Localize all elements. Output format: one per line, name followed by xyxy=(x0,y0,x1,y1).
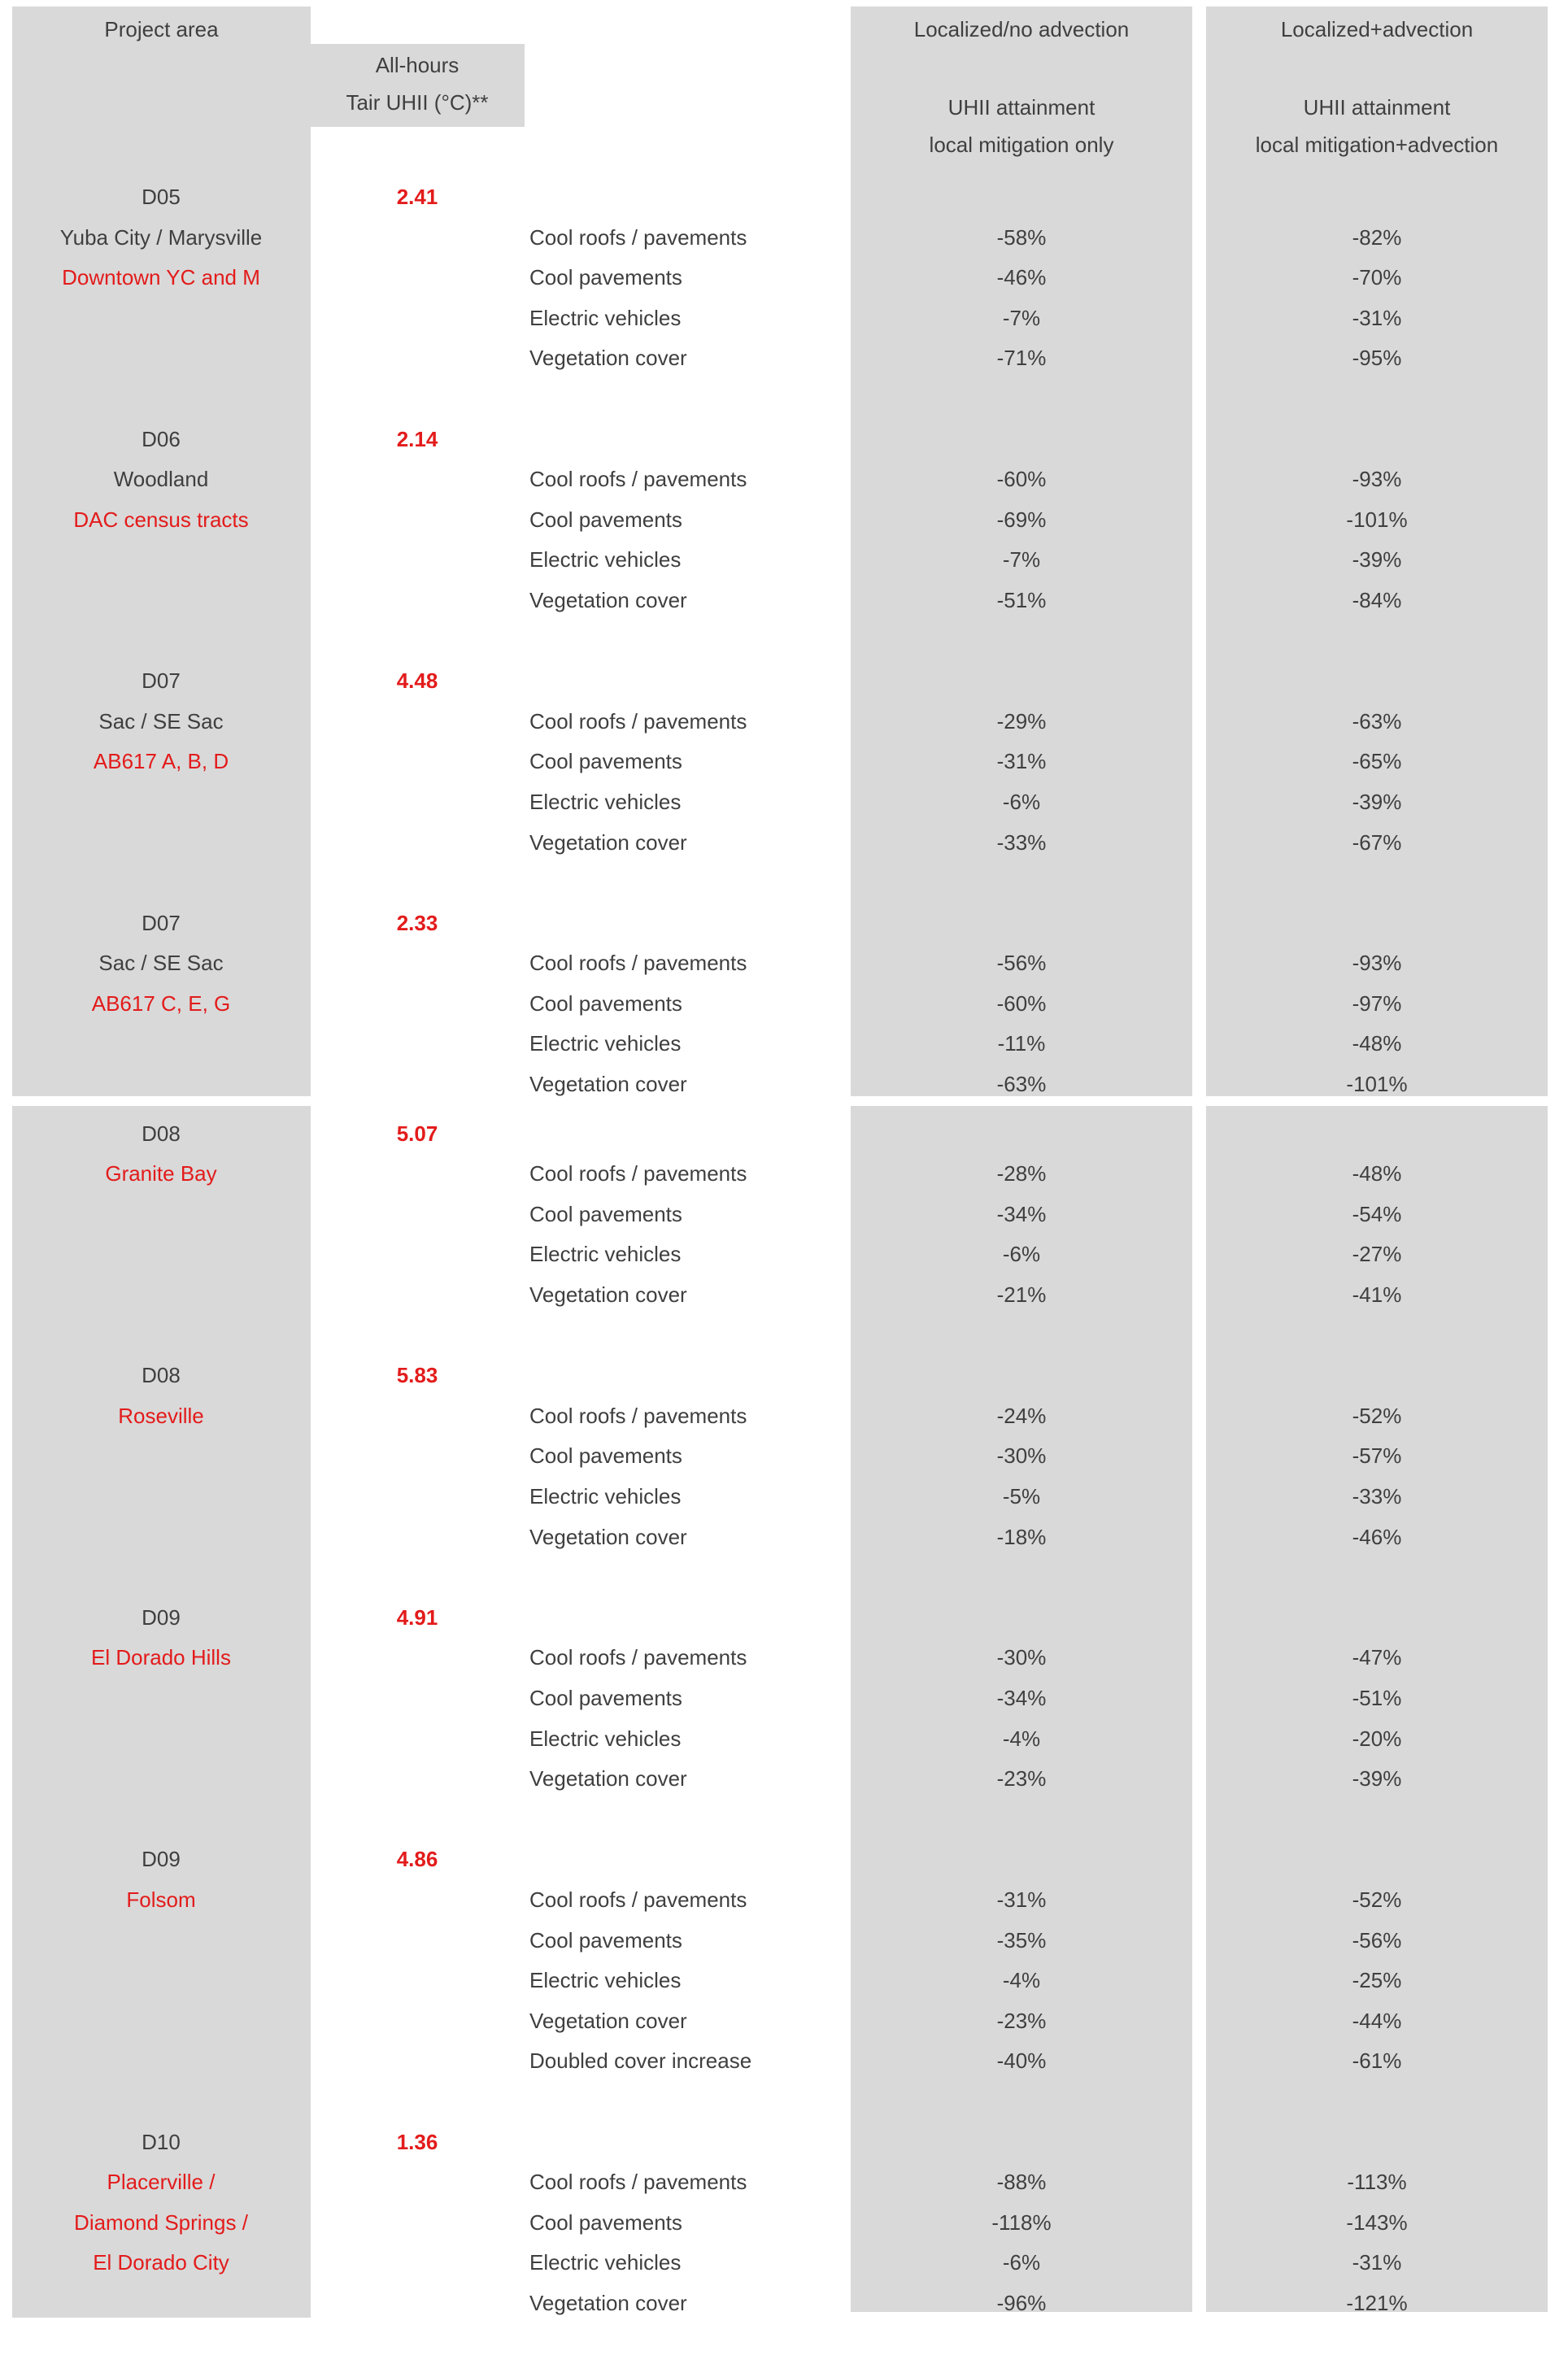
measure-label: Cool pavements xyxy=(529,1685,682,1710)
measure-row xyxy=(0,782,1568,823)
project-name-line: Diamond Springs / xyxy=(74,2209,248,2235)
project-name-line: Woodland xyxy=(113,467,209,492)
uhii-value: 4.91 xyxy=(396,1604,438,1630)
measure-row xyxy=(0,581,1568,621)
measure-row xyxy=(0,459,1568,500)
project-id: D08 xyxy=(142,1363,181,1388)
project-id: D08 xyxy=(142,1121,181,1146)
attainment-advection-value: -31% xyxy=(1352,305,1402,330)
measure-label: Cool pavements xyxy=(529,2209,682,2235)
measure-row xyxy=(0,1759,1568,1800)
uhii-value: 2.33 xyxy=(396,910,438,935)
measure-label: Cool pavements xyxy=(529,265,682,290)
project-group-d05-0 xyxy=(0,177,1568,379)
measure-row xyxy=(0,500,1568,541)
attainment-local-value: -21% xyxy=(996,1282,1047,1308)
project-name-line: El Dorado Hills xyxy=(91,1645,231,1670)
attainment-local-value: -88% xyxy=(996,2170,1047,2195)
measure-label: Cool roofs / pavements xyxy=(529,467,747,492)
attainment-local-value: -31% xyxy=(996,749,1047,774)
attainment-advection-value: -27% xyxy=(1352,1242,1402,1267)
attainment-local-value: -118% xyxy=(991,2209,1052,2235)
project-group-d09-6 xyxy=(0,1598,1568,1800)
measure-row xyxy=(0,1195,1568,1235)
attainment-local-value: -28% xyxy=(996,1161,1047,1186)
project-name-line: AB617 C, E, G xyxy=(91,990,231,1016)
attainment-local-value: -34% xyxy=(996,1201,1047,1226)
project-group-d07-2 xyxy=(0,661,1568,863)
attainment-local-value: -6% xyxy=(1002,1242,1041,1267)
attainment-advection-value: -101% xyxy=(1346,507,1408,532)
project-group-d07-3 xyxy=(0,903,1568,1105)
uhii-value: 4.48 xyxy=(396,668,438,694)
project-group-d10-8 xyxy=(0,2122,1568,2324)
measure-row xyxy=(0,2162,1568,2203)
attainment-advection-value: -51% xyxy=(1352,1685,1402,1710)
attainment-advection-value: -47% xyxy=(1352,1645,1402,1670)
project-name-line: Sac / SE Sac xyxy=(98,708,224,734)
attainment-advection-value: -31% xyxy=(1352,2250,1402,2275)
measure-row xyxy=(0,1024,1568,1064)
attainment-local-value: -60% xyxy=(996,467,1047,492)
attainment-advection-value: -67% xyxy=(1352,829,1402,855)
group-id-row xyxy=(0,1114,1568,1155)
measure-row xyxy=(0,1154,1568,1195)
measure-label: Cool pavements xyxy=(529,749,682,774)
project-group-d08-4 xyxy=(0,1114,1568,1316)
measure-label: Electric vehicles xyxy=(529,1484,682,1509)
measure-row xyxy=(0,702,1568,742)
measure-row xyxy=(0,2283,1568,2324)
measure-label: Electric vehicles xyxy=(529,305,682,330)
attainment-advection-value: -113% xyxy=(1347,2170,1407,2195)
attainment-local-value: -24% xyxy=(996,1403,1047,1428)
header-tair-uhii: Tair UHII (°C)** xyxy=(346,90,489,115)
attainment-local-value: -71% xyxy=(996,346,1047,371)
attainment-advection-value: -52% xyxy=(1352,1887,1402,1912)
header-uhii-attainment-local: UHII attainment xyxy=(947,95,1095,120)
attainment-local-value: -18% xyxy=(996,1524,1047,1549)
attainment-advection-value: -143% xyxy=(1346,2209,1408,2235)
measure-row xyxy=(0,2041,1568,2082)
measure-row xyxy=(0,1921,1568,1961)
project-name-line: Granite Bay xyxy=(105,1161,217,1186)
measure-label: Electric vehicles xyxy=(529,1031,682,1056)
header-localized-no-advection: Localized/no advection xyxy=(913,17,1130,41)
header-all-hours: All-hours xyxy=(375,53,460,77)
measure-row xyxy=(0,984,1568,1025)
measure-row xyxy=(0,742,1568,782)
measure-row xyxy=(0,1880,1568,1921)
measure-row xyxy=(0,1275,1568,1316)
measure-label: Electric vehicles xyxy=(529,2250,682,2275)
measure-label: Vegetation cover xyxy=(529,587,687,612)
measure-label: Electric vehicles xyxy=(529,1726,682,1751)
attainment-local-value: -58% xyxy=(996,224,1047,250)
attainment-local-value: -29% xyxy=(996,708,1047,734)
attainment-local-value: -69% xyxy=(996,507,1047,532)
attainment-local-value: -56% xyxy=(996,951,1047,976)
project-name-line: El Dorado City xyxy=(93,2250,229,2275)
measure-label: Electric vehicles xyxy=(529,1242,682,1267)
measure-label: Cool roofs / pavements xyxy=(529,708,747,734)
measure-row xyxy=(0,1638,1568,1678)
measure-row xyxy=(0,2243,1568,2283)
attainment-advection-value: -101% xyxy=(1346,1072,1408,1097)
measure-label: Cool roofs / pavements xyxy=(529,951,747,976)
project-id: D09 xyxy=(142,1847,181,1872)
measure-label: Cool roofs / pavements xyxy=(529,1645,747,1670)
measure-label: Vegetation cover xyxy=(529,829,687,855)
measure-row xyxy=(0,1719,1568,1760)
project-name-line: Downtown YC and M xyxy=(62,265,260,290)
measure-label: Cool pavements xyxy=(529,1201,682,1226)
attainment-advection-value: -61% xyxy=(1352,2048,1402,2074)
project-name-line: Roseville xyxy=(118,1403,204,1428)
header-localized-advection: Localized+advection xyxy=(1280,17,1474,41)
measure-label: Electric vehicles xyxy=(529,1968,682,1993)
group-id-row xyxy=(0,661,1568,702)
attainment-advection-value: -95% xyxy=(1352,346,1402,371)
group-id-row xyxy=(0,1839,1568,1880)
measure-label: Vegetation cover xyxy=(529,2290,687,2315)
attainment-advection-value: -93% xyxy=(1352,467,1402,492)
uhii-value: 5.07 xyxy=(396,1121,438,1146)
measure-row xyxy=(0,218,1568,259)
attainment-advection-value: -82% xyxy=(1352,224,1402,250)
attainment-local-value: -4% xyxy=(1002,1968,1041,1993)
measure-label: Doubled cover increase xyxy=(529,2048,752,2074)
project-group-d08-5 xyxy=(0,1356,1568,1557)
measure-row xyxy=(0,823,1568,864)
project-id: D09 xyxy=(142,1604,181,1630)
project-name-line: AB617 A, B, D xyxy=(93,749,229,774)
project-name-line: Yuba City / Marysville xyxy=(59,224,263,250)
measure-row xyxy=(0,1961,1568,2001)
project-name-line: Folsom xyxy=(126,1887,196,1912)
project-id: D07 xyxy=(142,668,181,694)
attainment-advection-value: -39% xyxy=(1352,547,1402,572)
group-id-row xyxy=(0,1598,1568,1639)
measure-label: Vegetation cover xyxy=(529,1282,687,1308)
attainment-advection-value: -41% xyxy=(1352,1282,1402,1308)
attainment-local-value: -7% xyxy=(1002,547,1041,572)
attainment-advection-value: -56% xyxy=(1352,1927,1402,1953)
attainment-advection-value: -48% xyxy=(1352,1161,1402,1186)
measure-row xyxy=(0,1436,1568,1477)
measure-row xyxy=(0,1396,1568,1437)
attainment-local-value: -23% xyxy=(996,1766,1047,1792)
measure-row xyxy=(0,338,1568,379)
measure-row xyxy=(0,1477,1568,1517)
attainment-advection-value: -70% xyxy=(1352,265,1402,290)
attainment-advection-value: -44% xyxy=(1352,2008,1402,2033)
header-project-area: Project area xyxy=(104,17,219,41)
measure-label: Vegetation cover xyxy=(529,1524,687,1549)
attainment-local-value: -11% xyxy=(997,1031,1046,1056)
group-id-row xyxy=(0,420,1568,460)
attainment-local-value: -6% xyxy=(1002,2250,1041,2275)
measure-row xyxy=(0,540,1568,581)
project-group-d09-7 xyxy=(0,1839,1568,2082)
attainment-local-value: -40% xyxy=(996,2048,1047,2074)
attainment-advection-value: -97% xyxy=(1352,990,1402,1016)
project-id: D07 xyxy=(142,910,181,935)
attainment-local-value: -30% xyxy=(996,1645,1047,1670)
measure-label: Cool pavements xyxy=(529,1927,682,1953)
attainment-advection-value: -63% xyxy=(1352,708,1402,734)
measure-row xyxy=(0,1517,1568,1558)
attainment-advection-value: -39% xyxy=(1352,789,1402,814)
measure-label: Vegetation cover xyxy=(529,346,687,371)
attainment-local-value: -46% xyxy=(996,265,1047,290)
attainment-advection-value: -46% xyxy=(1352,1524,1402,1549)
attainment-local-value: -34% xyxy=(996,1685,1047,1710)
measure-label: Electric vehicles xyxy=(529,789,682,814)
header-local-mitigation-advection: local mitigation+advection xyxy=(1255,133,1499,157)
attainment-local-value: -23% xyxy=(996,2008,1047,2033)
attainment-local-value: -4% xyxy=(1002,1726,1041,1751)
measure-row xyxy=(0,1064,1568,1105)
uhii-value: 1.36 xyxy=(396,2129,438,2154)
measure-label: Cool roofs / pavements xyxy=(529,1403,747,1428)
attainment-local-value: -7% xyxy=(1002,305,1041,330)
measure-row xyxy=(0,298,1568,339)
measure-label: Cool roofs / pavements xyxy=(529,1161,747,1186)
measure-row xyxy=(0,1678,1568,1719)
measure-label: Cool roofs / pavements xyxy=(529,1887,747,1912)
uhii-value: 2.14 xyxy=(396,426,438,451)
project-group-d06-1 xyxy=(0,420,1568,621)
attainment-local-value: -30% xyxy=(996,1443,1047,1469)
attainment-advection-value: -65% xyxy=(1352,749,1402,774)
measure-label: Vegetation cover xyxy=(529,1766,687,1792)
group-id-row xyxy=(0,2122,1568,2163)
attainment-local-value: -31% xyxy=(996,1887,1047,1912)
group-id-row xyxy=(0,177,1568,218)
project-id: D06 xyxy=(142,426,181,451)
attainment-advection-value: -39% xyxy=(1352,1766,1402,1792)
attainment-advection-value: -33% xyxy=(1352,1484,1402,1509)
attainment-advection-value: -52% xyxy=(1352,1403,1402,1428)
measure-row xyxy=(0,2203,1568,2244)
header-uhii-attainment-advection: UHII attainment xyxy=(1303,95,1451,120)
attainment-advection-value: -20% xyxy=(1352,1726,1402,1751)
project-name-line: Placerville / xyxy=(107,2170,216,2195)
project-id: D05 xyxy=(142,185,181,209)
attainment-local-value: -60% xyxy=(996,990,1047,1016)
project-name-line: DAC census tracts xyxy=(73,507,249,532)
attainment-advection-value: -57% xyxy=(1352,1443,1402,1469)
attainment-local-value: -35% xyxy=(996,1927,1047,1953)
uhii-value: 4.86 xyxy=(396,1847,438,1872)
attainment-local-value: -6% xyxy=(1002,789,1041,814)
measure-label: Cool roofs / pavements xyxy=(529,2170,747,2195)
attainment-advection-value: -25% xyxy=(1352,1968,1402,1993)
measure-label: Cool roofs / pavements xyxy=(529,224,747,250)
measure-label: Vegetation cover xyxy=(529,1072,687,1097)
attainment-advection-value: -93% xyxy=(1352,951,1402,976)
project-groups-container xyxy=(0,177,1568,2364)
measure-label: Electric vehicles xyxy=(529,547,682,572)
group-id-row xyxy=(0,903,1568,944)
measure-label: Cool pavements xyxy=(529,1443,682,1469)
attainment-local-value: -51% xyxy=(996,587,1047,612)
attainment-advection-value: -54% xyxy=(1352,1201,1402,1226)
attainment-local-value: -63% xyxy=(996,1072,1047,1097)
attainment-advection-value: -84% xyxy=(1352,587,1402,612)
uhii-value: 5.83 xyxy=(396,1363,438,1388)
attainment-advection-value: -48% xyxy=(1352,1031,1402,1056)
measure-row xyxy=(0,258,1568,298)
group-id-row xyxy=(0,1356,1568,1396)
measure-row xyxy=(0,2001,1568,2042)
measure-label: Cool pavements xyxy=(529,990,682,1016)
header-local-mitigation-only: local mitigation only xyxy=(929,133,1114,157)
project-id: D10 xyxy=(142,2129,181,2154)
attainment-local-value: -5% xyxy=(1002,1484,1041,1509)
measure-row xyxy=(0,943,1568,984)
attainment-local-value: -33% xyxy=(996,829,1047,855)
attainment-local-value: -96% xyxy=(996,2290,1047,2315)
measure-label: Vegetation cover xyxy=(529,2008,687,2033)
project-name-line: Sac / SE Sac xyxy=(98,951,224,976)
measure-row xyxy=(0,1234,1568,1275)
attainment-advection-value: -121% xyxy=(1346,2290,1408,2315)
uhii-value: 2.41 xyxy=(396,185,438,209)
measure-label: Cool pavements xyxy=(529,507,682,532)
